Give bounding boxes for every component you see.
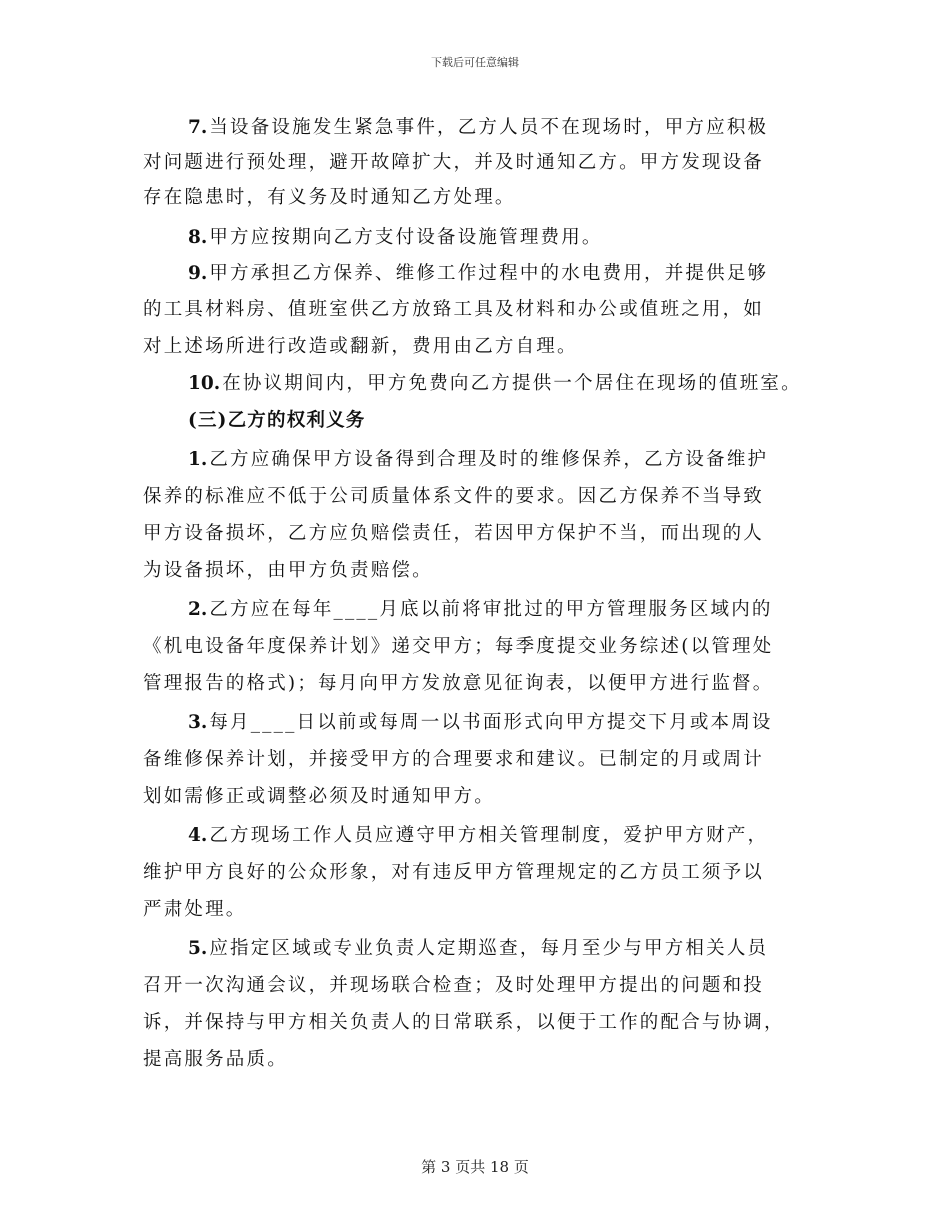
line-text: 存在隐患时，有义务及时通知乙方处理。 bbox=[143, 187, 516, 208]
text-line bbox=[143, 516, 764, 552]
line-text: 为设备损坏，由甲方负责赔偿。 bbox=[143, 560, 433, 581]
text-line bbox=[143, 1042, 288, 1078]
line-text: 《机电设备年度保养计划》递交甲方；每季度提交业务综述(以管理处 bbox=[143, 636, 774, 657]
text-line bbox=[188, 366, 802, 402]
text-line bbox=[143, 855, 764, 891]
text-line bbox=[143, 329, 578, 365]
line-text: 管理报告的格式)；每月向甲方发放意见征询表，以便甲方进行监督。 bbox=[143, 673, 774, 694]
header-note: 下载后可任意编辑 bbox=[431, 56, 519, 69]
section-heading bbox=[188, 403, 366, 439]
text-line bbox=[188, 442, 768, 478]
line-text: 乙方现场工作人员应遵守甲方相关管理制度，爱护甲方财产， bbox=[209, 825, 769, 846]
item-number: 8. bbox=[188, 227, 208, 248]
line-text: 在协议期间内，甲方免费向乙方提供一个居住在现场的值班室。 bbox=[222, 373, 802, 394]
text-line bbox=[143, 629, 773, 665]
line-text: 每月____日以前或每周一以书面形式向甲方提交下月或本周设 bbox=[209, 712, 773, 733]
line-text: 对问题进行预处理，避开故障扩大，并及时通知乙方。甲方发现设备 bbox=[143, 152, 765, 173]
item-number: 3. bbox=[188, 712, 208, 733]
line-text: 应指定区域或专业负责人定期巡查，每月至少与甲方相关人员 bbox=[209, 938, 769, 959]
item-number: 4. bbox=[188, 825, 208, 846]
line-text: 当设备设施发生紧急事件，乙方人员不在现场时，甲方应积极 bbox=[209, 117, 769, 138]
text-line bbox=[143, 1005, 785, 1041]
text-line bbox=[188, 110, 768, 146]
heading-text: (三)乙方的权利义务 bbox=[188, 410, 366, 431]
text-line bbox=[188, 818, 768, 854]
line-text: 维护甲方良好的公众形象，对有违反甲方管理规定的乙方员工须予以 bbox=[143, 862, 765, 883]
text-line bbox=[143, 666, 773, 702]
text-line bbox=[143, 779, 495, 815]
text-line bbox=[188, 220, 603, 256]
line-text: 对上述场所进行改造或翻新，费用由乙方自理。 bbox=[143, 336, 578, 357]
line-text: 备维修保养计划，并接受甲方的合理要求和建议。已制定的月或周计 bbox=[143, 749, 765, 770]
item-number: 7. bbox=[188, 117, 208, 138]
line-text: 划如需修正或调整必须及时通知甲方。 bbox=[143, 786, 495, 807]
line-text: 乙方应确保甲方设备得到合理及时的维修保养，乙方设备维护 bbox=[209, 449, 769, 470]
text-line bbox=[188, 256, 768, 292]
text-line bbox=[143, 553, 433, 589]
line-text: 甲方应按期向乙方支付设备设施管理费用。 bbox=[209, 227, 603, 248]
line-text: 甲方承担乙方保养、维修工作过程中的水电费用，并提供足够 bbox=[209, 263, 769, 284]
item-number: 9. bbox=[188, 263, 208, 284]
text-line bbox=[188, 705, 773, 741]
text-line bbox=[143, 145, 764, 181]
item-number: 10. bbox=[188, 373, 221, 394]
text-line bbox=[143, 892, 247, 928]
line-text: 严肃处理。 bbox=[143, 899, 247, 920]
line-text: 召开一次沟通会议，并现场联合检查；及时处理甲方提出的问题和投 bbox=[143, 975, 765, 996]
page-footer: 第 3 页共 18 页 bbox=[421, 1158, 529, 1176]
text-line bbox=[143, 479, 764, 515]
line-text: 乙方应在每年____月底以前将审批过的甲方管理服务区域内的 bbox=[209, 599, 773, 620]
item-number: 1. bbox=[188, 449, 208, 470]
item-number: 2. bbox=[188, 599, 208, 620]
text-line bbox=[143, 968, 764, 1004]
line-text: 诉，并保持与甲方相关负责人的日常联系，以便于工作的配合与协调， bbox=[143, 1012, 785, 1033]
line-text: 甲方设备损坏，乙方应负赔偿责任，若因甲方保护不当，而出现的人 bbox=[143, 523, 765, 544]
line-text: 提高服务品质。 bbox=[143, 1049, 288, 1070]
text-line bbox=[188, 931, 768, 967]
line-text: 的工具材料房、值班室供乙方放臵工具及材料和办公或值班之用，如 bbox=[143, 299, 765, 320]
line-text: 保养的标准应不低于公司质量体系文件的要求。因乙方保养不当导致 bbox=[143, 486, 765, 507]
item-number: 5. bbox=[188, 938, 208, 959]
text-line bbox=[143, 292, 764, 328]
text-line bbox=[188, 592, 773, 628]
text-line bbox=[143, 180, 516, 216]
text-line bbox=[143, 742, 764, 778]
